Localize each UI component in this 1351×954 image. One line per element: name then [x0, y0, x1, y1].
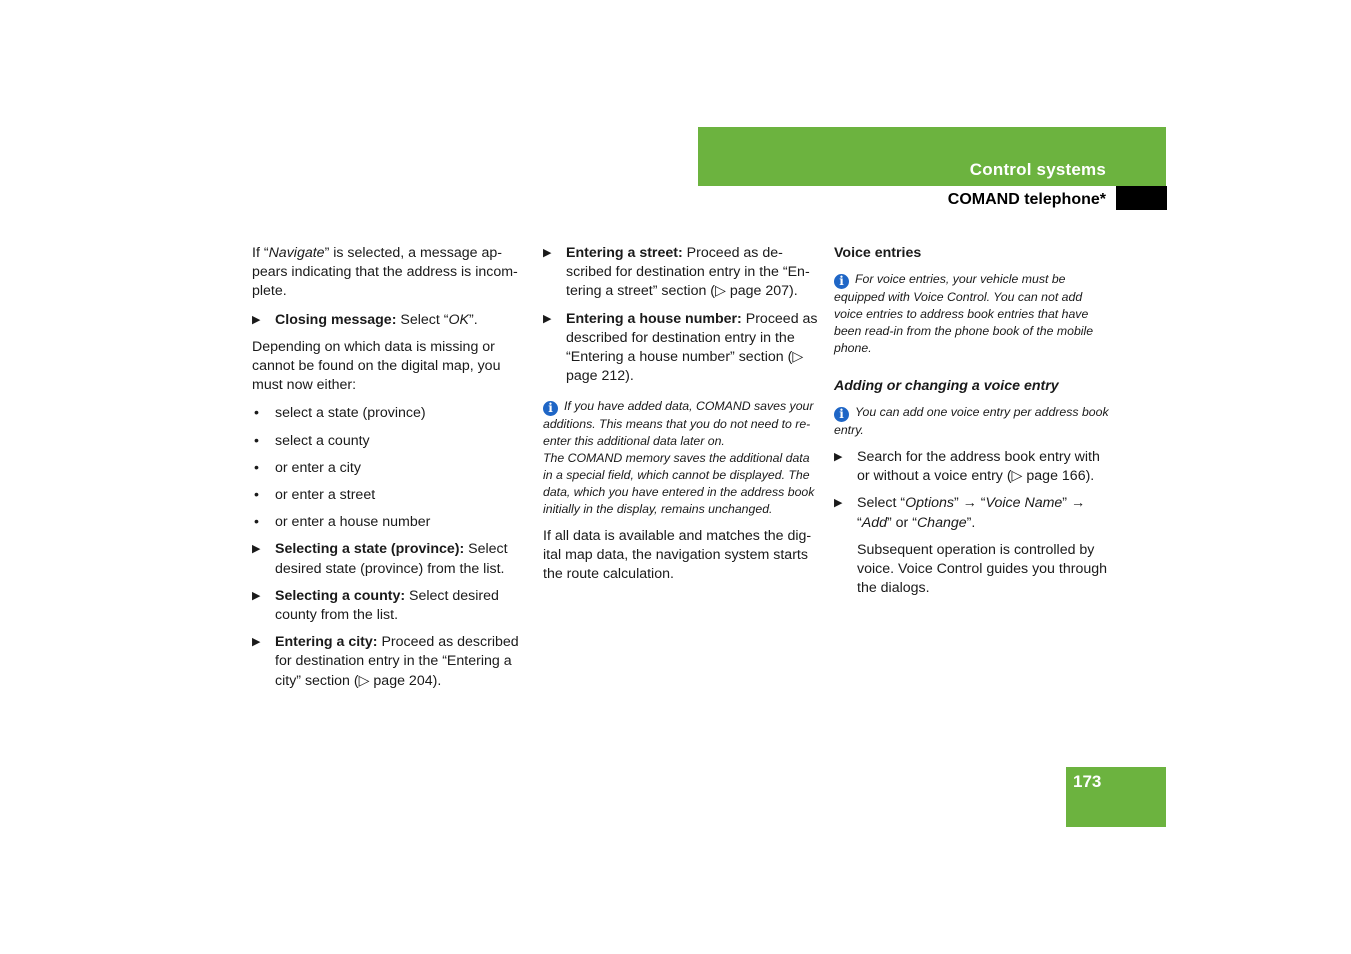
list-item: • or enter a house number: [254, 514, 431, 531]
info-icon: i: [834, 407, 849, 422]
column-middle: [543, 244, 821, 593]
depending-paragraph: Depending on which data is missing or cannot be found on the digital map, you must now either:: [252, 338, 501, 394]
column-right: [834, 244, 1109, 607]
page-number: 173: [1073, 772, 1102, 791]
route-calculation-paragraph: If all data is available and matches the dig-ital map data, the navigation system starts the route calculation.: [543, 527, 812, 583]
intro-paragraph: If “Navigate” is selected, a message ap-pears indicating that the address is incom-plete.: [252, 245, 518, 300]
step-search-entry: ▶ Search for the address book entry with or without a voice entry (▷ page 166).: [834, 448, 1100, 485]
subsequent-operation-paragraph: Subsequent operation is controlled by voice. Voice Control guides you through the dialogs.: [857, 541, 1108, 597]
list-item: • select a county: [254, 432, 370, 449]
step-enter-street: ▶ Entering a street: Proceed as de-scribed for destination entry in the “En-tering a street” section (▷ page 207).: [543, 245, 810, 300]
voice-entries-heading: Voice entries: [834, 245, 922, 261]
info-icon: i: [834, 274, 849, 289]
step-arrow-icon: ▶: [543, 312, 552, 325]
step-select-county: ▶ Selecting a county: Select desired county from the list.: [252, 587, 499, 624]
step-closing-message: ▶ Closing message: Select “OK”.: [252, 311, 532, 330]
column-left: [252, 244, 532, 699]
step-arrow-icon: ▶: [252, 543, 261, 556]
step-arrow-icon: ▶: [252, 636, 261, 649]
step-enter-city: ▶ Entering a city: Proceed as described for destination entry in the “Entering a city” section (▷ page 204).: [252, 634, 519, 689]
list-item: • or enter a city: [254, 459, 361, 476]
info-note-one-entry: i You can add one voice entry per address book entry.: [834, 405, 1109, 438]
list-item: • select a state (province): [254, 405, 426, 422]
step-arrow-icon: ▶: [834, 450, 843, 463]
step-arrow-icon: ▶: [252, 313, 261, 326]
header-marker: [1116, 186, 1167, 210]
info-note-added-data: i If you have added data, COMAND saves your additions. This means that you do not need to re-enter this additional data later on. The COMAND memory saves the additional data in a special field, which cannot be displayed. The data, which you have entered in the address book initially in the display, remains unchanged.: [543, 399, 815, 516]
step-arrow-icon: ▶: [252, 589, 261, 602]
step-select-options: ▶ Select “Options” → “Voice Name” → “Add” or “Change”.: [834, 495, 1086, 531]
list-item: • or enter a street: [254, 487, 376, 504]
info-note-voice-control: i For voice entries, your vehicle must be equipped with Voice Control. You can not add voice entries to address book entries that have been read-in from the phone book of the mobile phone.: [834, 272, 1094, 355]
step-arrow-icon: ▶: [834, 497, 843, 510]
adding-voice-entry-heading: Adding or changing a voice entry: [834, 377, 1059, 394]
step-enter-house-number: ▶ Entering a house number: Proceed as described for destination entry in the “Entering a house number” section (▷ page 212).: [543, 310, 818, 385]
section-subtitle: COMAND telephone*: [947, 191, 1106, 208]
section-title: Control systems: [969, 160, 1106, 179]
step-arrow-icon: ▶: [543, 247, 552, 259]
info-icon: i: [543, 401, 558, 416]
step-select-state: ▶ Selecting a state (province): Select desired state (province) from the list.: [252, 541, 508, 577]
